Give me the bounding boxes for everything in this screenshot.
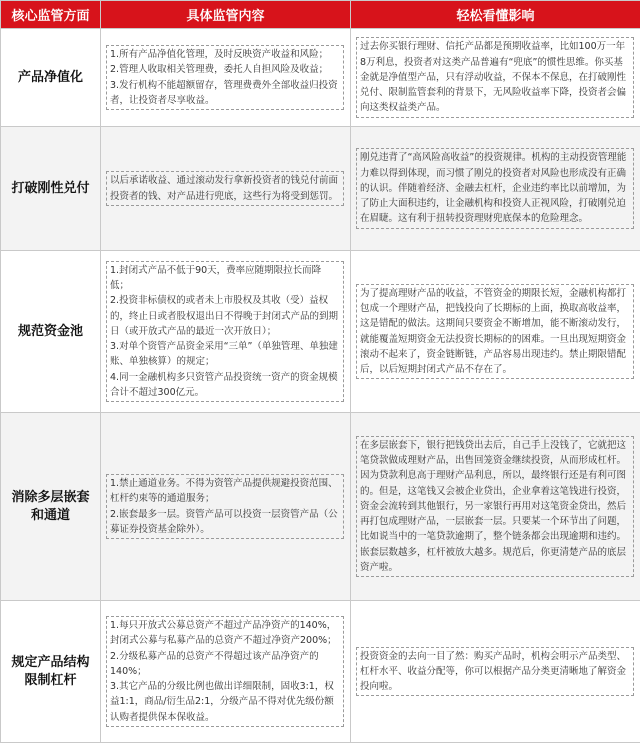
header-aspect: 核心监管方面 bbox=[1, 1, 101, 29]
aspect-cell: 消除多层嵌套和通道 bbox=[1, 413, 101, 601]
content-line: 3.发行机构不能超额留存，管理费费外全部收益归投资者，让投资者尽享收益。 bbox=[110, 79, 338, 106]
table-row bbox=[1, 413, 640, 601]
impact-cell bbox=[351, 29, 640, 127]
aspect-cell: 产品净值化 bbox=[1, 29, 101, 127]
aspect-cell: 规定产品结构限制杠杆 bbox=[1, 601, 101, 743]
table-row bbox=[1, 127, 640, 251]
content-line: 2.嵌套最多一层。资管产品可以投资一层资管产品（公募证券投资基金除外）。 bbox=[110, 508, 338, 535]
content-box bbox=[106, 45, 344, 110]
aspect-cell: 打破刚性兑付 bbox=[1, 127, 101, 251]
impact-text: 为了提高理财产品的收益，不管资金的期限长短，金融机构都打包成一个理财产品，把钱投向了长期标的上面，换取高收益率，这是错配的做法。这期间只要资金不断增加，能不断滚动发行，就能覆盖短期资金无法投资长期标的的困难。一旦出现短期资金滚动不起来了，资金链断链，产品容易出现违约。禁止期限错配后，以后短期封闭式产品不存在了。 bbox=[360, 287, 627, 375]
impact-text: 刚兑违背了“高风险高收益”的投资规律。机构的主动投资管理能力难以得到体现，而习惯了刚兑的投资者对风险也形成没有正确的认识。伴随着经济、金融去杠杆，企业违约率比以前增加，为了防止大面积违约，让金融机构和投资人正视风险，打破刚兑迫在眉睫。这有利于扭转投资理财兜底保本的危险理念。 bbox=[360, 152, 627, 225]
content-cell bbox=[101, 601, 351, 743]
content-cell bbox=[101, 413, 351, 601]
impact-box bbox=[356, 647, 634, 697]
impact-box bbox=[356, 284, 634, 379]
content-box bbox=[106, 474, 344, 539]
content-cell bbox=[101, 251, 351, 413]
impact-text: 过去你买银行理财、信托产品都是预期收益率，比如100万一年8万利息，投资者对这类产品普遍有“兜底”的惯性思维。你买基金就是净值型产品，只有浮动收益，不保本不保息，在打破刚性兑付、限制监管套利的背景下，无风险收益率下降，投资者会偏向这类权益类产品。 bbox=[360, 41, 627, 114]
content-box bbox=[106, 261, 344, 402]
content-box bbox=[106, 616, 344, 726]
content-line: 2.分级私募产品的总资产不得超过该产品净资产的140%； bbox=[110, 650, 319, 677]
impact-text: 在多层嵌套下，银行把钱贷出去后，自己手上没钱了，它就把这笔贷款做成理财产品，出售回笼资金继续投资，从而形成杠杆。因为贷款利息高于理财产品利息，所以，最终银行还是有利可图的。但是，这笔钱又会被企业贷出，企业拿着这笔钱进行投资，资金会流转到其他银行，另一家银行再用对这笔资金贷出，然后再打包成理财产品，一层嵌套一层。只要某一个环节出了问题，比如说当中的一笔贷款逾期了，整个链条都会出现逾期和违约。嵌套层数越多，杠杆被放大越多。规范后，你更清楚产品的底层资产啦。 bbox=[360, 440, 627, 573]
table-row bbox=[1, 251, 640, 413]
content-line: 2.投资非标债权的或者未上市股权及其收（受）益权的，终止日或者股权退出日不得晚于封闭式产品的到期日（或开放式产品的最近一次开放日）； bbox=[110, 295, 339, 337]
content-line: 4.同一金融机构多只资管产品投资统一资产的资金规模合计不超过300亿元。 bbox=[110, 371, 338, 398]
content-box bbox=[106, 171, 344, 205]
header-row bbox=[1, 1, 640, 29]
impact-cell bbox=[351, 601, 640, 743]
impact-text: 投资资金的去向一目了然：购买产品时，机构会明示产品类型、杠杆水平、收益分配等，你可以根据产品分类更清晰地了解资金投向啦。 bbox=[360, 650, 627, 693]
content-line: 1.禁止通道业务。不得为资管产品提供规避投资范围、杠杆约束等的通道服务； bbox=[110, 478, 338, 505]
table-row bbox=[1, 601, 640, 743]
header-content: 具体监管内容 bbox=[101, 1, 351, 29]
impact-cell bbox=[351, 127, 640, 251]
content-line: 1.所有产品净值化管理，及时反映资产收益和风险； bbox=[110, 49, 329, 61]
content-line: 以后承诺收益、通过滚动发行拿新投资者的钱兑付前面投资者的钱、对产品进行兜底，这些行为将受到惩罚。 bbox=[110, 175, 339, 202]
impact-cell bbox=[351, 251, 640, 413]
content-cell bbox=[101, 29, 351, 127]
content-line: 3.其它产品的分级比例也做出详细限制，固收3:1，权益1:1，商品/衍生品2:1，分级产品不得对优先级份额认购者提供保本保收益。 bbox=[110, 681, 334, 723]
table-row bbox=[1, 29, 640, 127]
content-cell bbox=[101, 127, 351, 251]
impact-cell bbox=[351, 413, 640, 601]
content-line: 1.封闭式产品不低于90天，费率应随期限拉长而降低； bbox=[110, 265, 322, 292]
header-impact: 轻松看懂影响 bbox=[351, 1, 640, 29]
content-line: 3.对单个资管产品资金采用“三单”（单独管理、单独建账、单独核算）的规定； bbox=[110, 341, 338, 368]
impact-box bbox=[356, 436, 634, 577]
impact-box bbox=[356, 37, 634, 117]
content-line: 2.管理人收取相关管理费，委托人自担风险及收益； bbox=[110, 64, 329, 76]
impact-box bbox=[356, 148, 634, 228]
aspect-cell: 规范资金池 bbox=[1, 251, 101, 413]
content-line: 1.每只开放式公募总资产不超过产品净资产的140%，封闭式公募与私募产品的总资产不超过净资产200%； bbox=[110, 620, 337, 647]
